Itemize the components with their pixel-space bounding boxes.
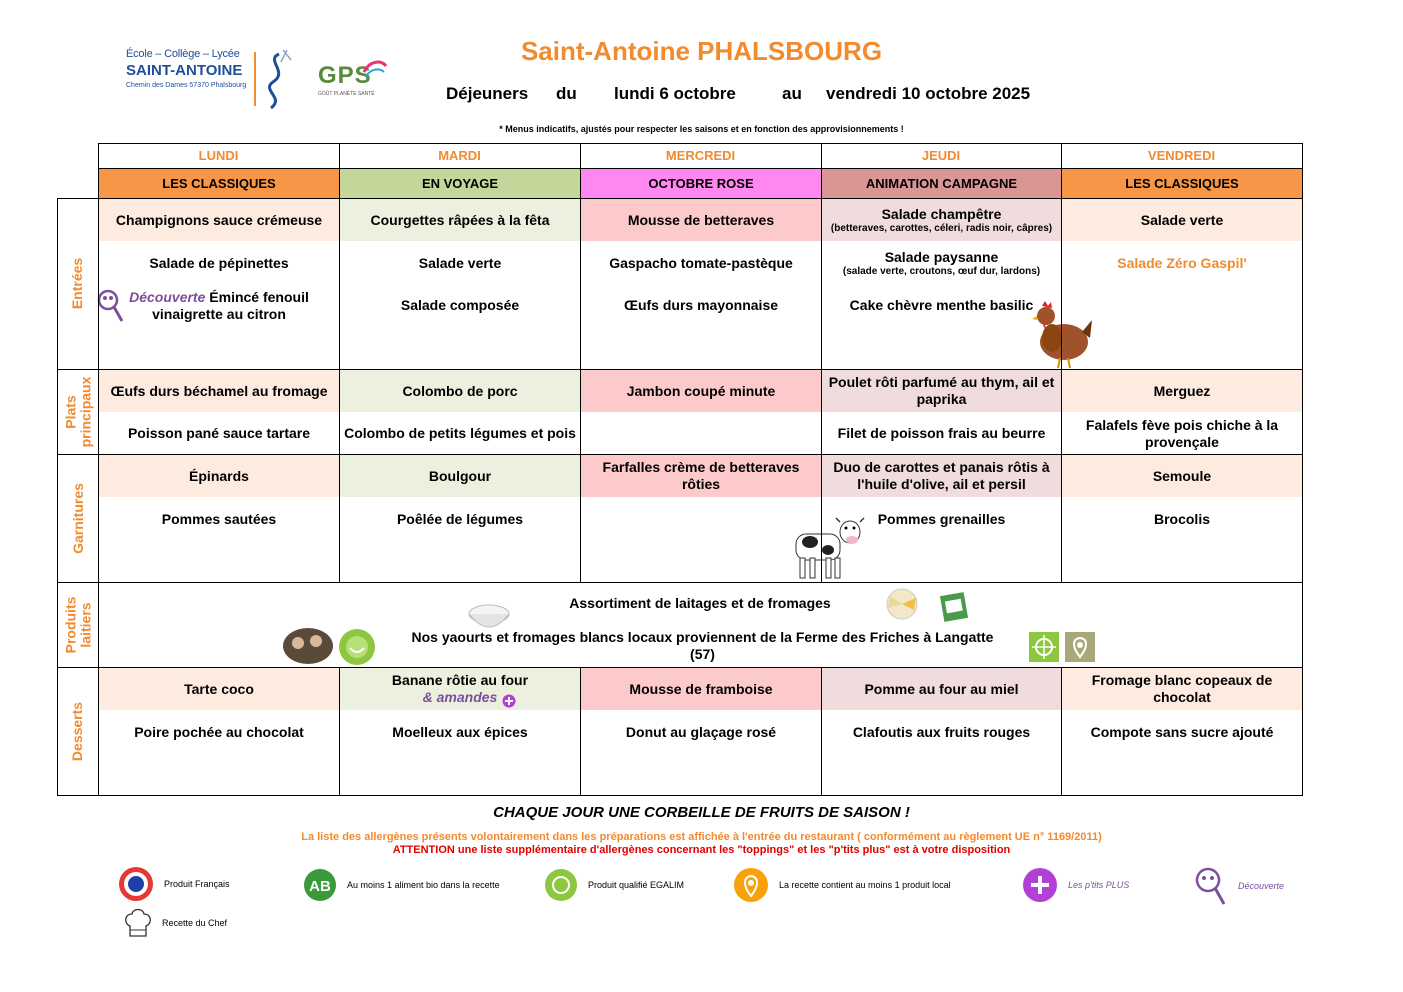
- local-product-icon: [1064, 631, 1096, 663]
- legend-local-label: La recette contient au moins 1 produit local: [779, 880, 951, 890]
- category-produits: [58, 582, 98, 667]
- day-header-mercredi: MERCREDI: [665, 148, 736, 163]
- entree-lundi-1: Champignons sauce crémeuse: [99, 199, 339, 241]
- french-product-icon: [118, 866, 154, 902]
- hen-icon: [1032, 298, 1094, 370]
- menu-note: * Menus indicatifs, ajustés pour respecter les saisons et en fonction des approvisionnements !: [499, 124, 904, 134]
- local-legend-icon: [733, 867, 769, 903]
- grid-line: [57, 198, 99, 199]
- subtitle-dejeuners: Déjeuners: [446, 84, 529, 103]
- produits-line1: Assortiment de laitages et de fromages: [569, 594, 831, 611]
- category-desserts-label: Desserts: [69, 701, 86, 761]
- theme-vendredi: LES CLASSIQUES: [1062, 169, 1302, 198]
- subtitle-au: au: [782, 84, 802, 103]
- entree-lundi-3-text: Émincé fenouil vinaigrette au citron: [152, 289, 309, 322]
- plat-jeudi-1: Poulet rôti parfumé au thym, ail et paprika: [822, 370, 1061, 412]
- grid-line: [1302, 143, 1303, 796]
- school-logo-address: Chemin des Dames 57370 Phalsbourg: [126, 82, 247, 89]
- garniture-mercredi-1: Farfalles crème de betteraves rôties: [581, 455, 821, 497]
- plat-mercredi-1: Jambon coupé minute: [581, 370, 821, 412]
- day-header-lundi: LUNDI: [198, 148, 239, 163]
- dessert-lundi-2: Poire pochée au chocolat: [134, 723, 304, 740]
- category-produits-label: Produits laitiers: [62, 596, 93, 653]
- grid-line: [580, 143, 581, 582]
- category-garnitures-label: Garnitures: [69, 482, 86, 554]
- ptits-plus-icon: [502, 694, 516, 708]
- attention-note: ATTENTION une liste supplémentaire d'allergènes concernant les "toppings" et les "p'tits plus" est à votre disposition: [392, 844, 1011, 856]
- gps-logo-sub: GOÛT PLANÈTE SANTÉ: [318, 91, 375, 97]
- legend-bio: [303, 868, 500, 902]
- dessert-jeudi-2: Clafoutis aux fruits rouges: [852, 723, 1031, 740]
- cheese-package-icon: [938, 590, 972, 624]
- day-header-jeudi: JEUDI: [921, 148, 961, 163]
- plat-mardi-1: Colombo de porc: [340, 370, 580, 412]
- subtitle-du: du: [556, 84, 577, 103]
- legend-egalim: [544, 868, 684, 902]
- plat-vendredi-2: Falafels fève pois chiche à la provençale: [1085, 416, 1279, 450]
- legend-chef: [124, 906, 227, 940]
- decouverte-tag: Découverte: [129, 289, 206, 305]
- grid-line: [57, 582, 1303, 583]
- legend-plus-label: Les p'tits PLUS: [1068, 880, 1130, 890]
- bio-ab-icon: [303, 868, 337, 902]
- entree-mardi-3: Salade composée: [400, 296, 520, 313]
- grid-line: [57, 667, 1303, 668]
- entree-jeudi-2-detail: (salade verte, croutons, œuf dur, lardons): [842, 265, 1041, 277]
- theme-lundi: LES CLASSIQUES: [99, 169, 339, 198]
- dessert-mardi-2: Moelleux aux épices: [392, 723, 528, 740]
- chef-hat-icon: [124, 906, 152, 940]
- entree-lundi-3: [99, 284, 339, 326]
- plat-lundi-2: Poisson pané sauce tartare: [127, 425, 311, 441]
- dessert-vendredi-1: Fromage blanc copeaux de chocolat: [1062, 668, 1302, 710]
- entree-vendredi-1: Salade verte: [1062, 199, 1302, 241]
- category-plats: [58, 369, 98, 454]
- garniture-vendredi-1: Semoule: [1062, 455, 1302, 497]
- farm-photo-icon: [282, 627, 334, 665]
- legend-francais-label: Produit Français: [164, 879, 230, 889]
- dessert-mardi-1: [340, 668, 580, 710]
- grid-line: [821, 667, 822, 796]
- egalim-icon: [1028, 631, 1060, 663]
- fruits-banner: CHAQUE JOUR UNE CORBEILLE DE FRUITS DE SAISON !: [493, 804, 910, 821]
- grid-line: [580, 667, 581, 796]
- plat-vendredi-1: Merguez: [1062, 370, 1302, 412]
- plat-lundi-1: Œufs durs béchamel au fromage: [99, 370, 339, 412]
- allergenes-note: La liste des allergènes présents volontairement dans les préparations est affichée à l'entrée du restaurant ( conformément au règlement UE n° 1169/2011): [301, 831, 1102, 843]
- grid-line: [57, 454, 1303, 455]
- yogurt-bowl-icon: [466, 600, 512, 632]
- legend-decouverte: [1194, 866, 1284, 906]
- garniture-mardi-1: Boulgour: [340, 455, 580, 497]
- grid-line: [339, 667, 340, 796]
- subtitle-date-end: vendredi 10 octobre 2025: [826, 84, 1031, 103]
- entree-lundi-2: Salade de pépinettes: [149, 254, 289, 271]
- legend-egalim-label: Produit qualifié EGALIM: [588, 880, 685, 890]
- category-entrees: [58, 198, 98, 369]
- decouverte-magnifier-icon: [96, 288, 124, 324]
- entree-jeudi-1-title: Salade champêtre: [881, 205, 1002, 222]
- grid-line: [339, 143, 340, 582]
- subtitle-date-start: lundi 6 octobre: [614, 84, 736, 103]
- grid-line: [1061, 667, 1062, 796]
- legend-bio-label: Au moins 1 aliment bio dans la recette: [347, 880, 500, 890]
- grid-line: [821, 143, 822, 582]
- entree-jeudi-2-title: Salade paysanne: [884, 248, 999, 265]
- legend-local: [733, 867, 951, 903]
- entree-jeudi-2: [822, 242, 1061, 284]
- theme-mercredi: OCTOBRE ROSE: [581, 169, 821, 198]
- entree-jeudi-3: Cake chèvre menthe basilic: [849, 296, 1034, 313]
- green-label-icon: [338, 628, 376, 666]
- category-garnitures: [58, 454, 98, 582]
- grid-line: [57, 795, 1303, 796]
- entree-mardi-1: Courgettes râpées à la fêta: [340, 199, 580, 241]
- gps-logo-text: GPS: [318, 62, 372, 89]
- ptits-plus-legend-icon: [1022, 867, 1058, 903]
- dessert-mardi-1-plus: & amandes: [422, 689, 498, 705]
- theme-mardi: EN VOYAGE: [340, 169, 580, 198]
- entree-mercredi-1: Mousse de betteraves: [581, 199, 821, 241]
- legend-plus: [1022, 867, 1129, 903]
- grid-line: [57, 198, 58, 796]
- garniture-lundi-2: Pommes sautées: [161, 510, 277, 527]
- dessert-mercredi-1: Mousse de framboise: [581, 668, 821, 710]
- cow-icon: [790, 516, 868, 582]
- entree-mercredi-3: Œufs durs mayonnaise: [623, 296, 779, 313]
- garniture-lundi-1: Épinards: [99, 455, 339, 497]
- dessert-mercredi-2: Donut au glaçage rosé: [625, 723, 777, 740]
- legend-francais: [118, 866, 230, 902]
- dessert-lundi-1: Tarte coco: [99, 668, 339, 710]
- produits-line2: Nos yaourts et fromages blancs locaux proviennent de la Ferme des Friches à Langatte (57): [411, 629, 994, 662]
- grid-line: [98, 143, 99, 796]
- dessert-jeudi-1: Pomme au four au miel: [822, 668, 1061, 710]
- entree-mercredi-2: Gaspacho tomate-pastèque: [609, 254, 793, 271]
- entree-jeudi-1-detail: (betteraves, carottes, céleri, radis noir, câpres): [830, 222, 1053, 234]
- legend-chef-label: Recette du Chef: [162, 918, 228, 928]
- garniture-jeudi-1: Duo de carottes et panais rôtis à l'huile d'olive, ail et persil: [822, 455, 1061, 497]
- dessert-mardi-1-title: Banane rôtie au four: [391, 672, 529, 688]
- page-title: Saint-Antoine PHALSBOURG: [520, 36, 883, 66]
- entree-vendredi-2: Salade Zéro Gaspil': [1117, 254, 1247, 271]
- legend-decouverte-label: Découverte: [1238, 881, 1285, 891]
- dessert-vendredi-2: Compote sans sucre ajouté: [1090, 723, 1274, 740]
- plat-mardi-2: Colombo de petits légumes et pois: [344, 425, 576, 441]
- decouverte-legend-icon: [1194, 866, 1228, 906]
- cheese-plate-icon: [880, 588, 924, 620]
- bio-ab-icon-text: AB: [309, 878, 331, 895]
- entree-mardi-2: Salade verte: [418, 254, 502, 271]
- grid-line: [98, 168, 1303, 169]
- gps-logo: [318, 62, 388, 104]
- theme-jeudi: ANIMATION CAMPAGNE: [822, 169, 1061, 198]
- category-desserts: [58, 667, 98, 795]
- garniture-jeudi-2: Pommes grenailles: [877, 510, 1006, 527]
- day-header-mardi: MARDI: [438, 148, 481, 163]
- entree-jeudi-1: [822, 199, 1061, 241]
- garniture-vendredi-2: Brocolis: [1153, 510, 1210, 527]
- school-logo-name: SAINT-ANTOINE: [126, 62, 243, 79]
- egalim-legend-icon: [544, 868, 578, 902]
- grid-line: [57, 369, 1303, 370]
- day-header-vendredi: VENDREDI: [1147, 148, 1216, 163]
- category-entrees-label: Entrées: [69, 257, 86, 310]
- plat-jeudi-2: Filet de poisson frais au beurre: [837, 425, 1046, 441]
- grid-line: [98, 198, 1303, 199]
- category-plats-label: Plats principaux: [62, 376, 94, 447]
- garniture-mardi-2: Poêlée de légumes: [396, 510, 524, 527]
- grid-line: [1061, 143, 1062, 582]
- school-logo-line1: École – Collège – Lycée: [126, 48, 240, 60]
- grid-line: [98, 143, 1303, 144]
